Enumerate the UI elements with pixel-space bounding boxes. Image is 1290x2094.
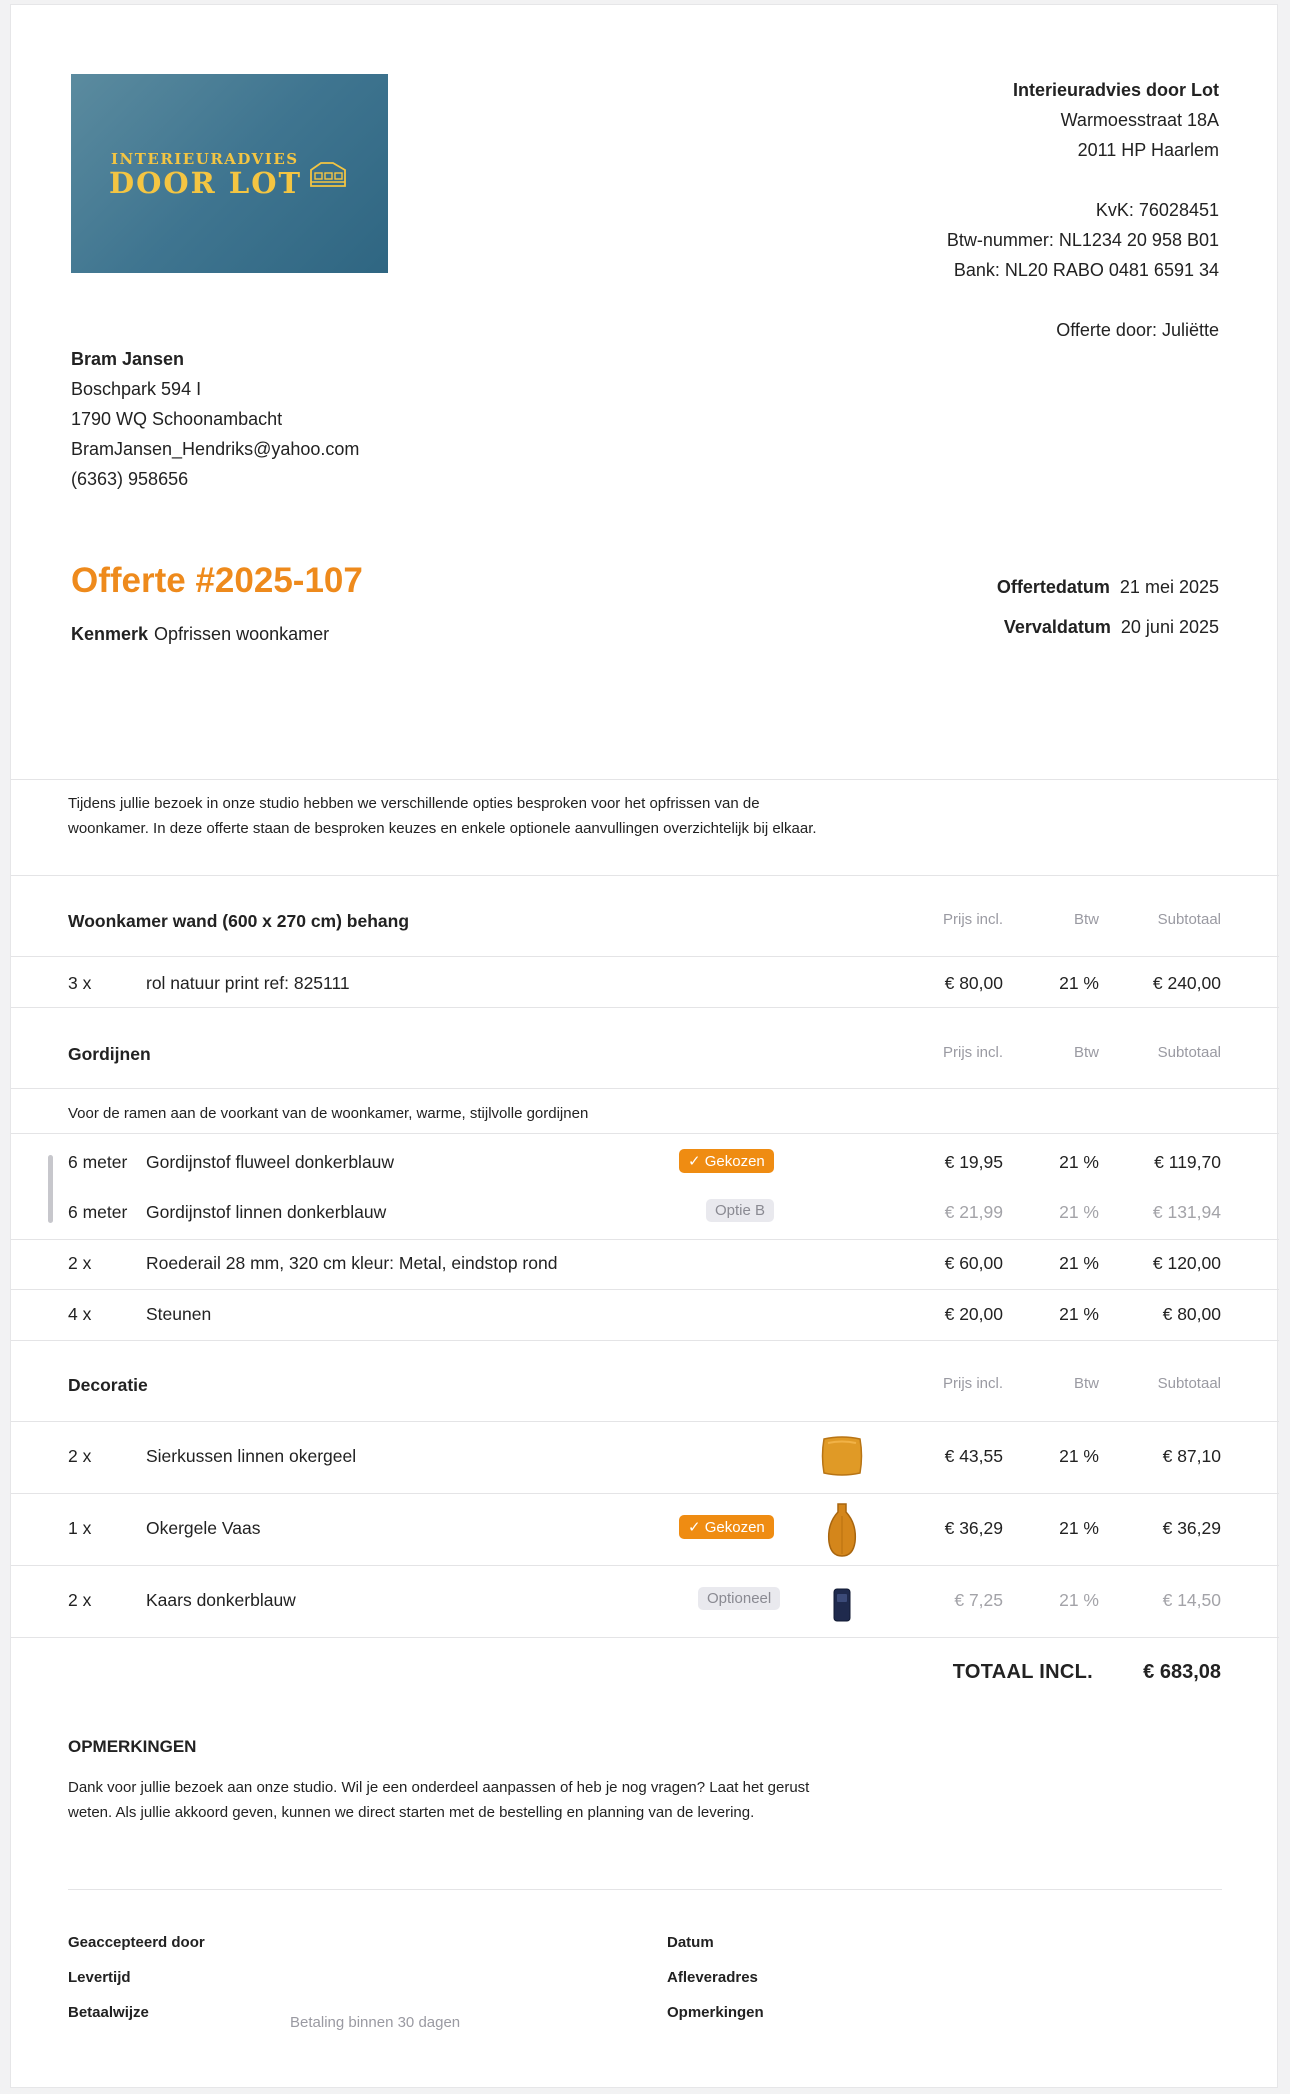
row-vat: 21 % [1059, 1518, 1099, 1538]
row-price: € 19,95 [944, 1152, 1003, 1172]
row-subtotal: € 120,00 [1152, 1253, 1221, 1273]
row-subtotal: € 80,00 [1162, 1304, 1221, 1324]
company-bank: Bank: NL20 RABO 0481 6591 34 [953, 260, 1219, 280]
row-vat: 21 % [1059, 1304, 1099, 1324]
row-subtotal: € 87,10 [1162, 1446, 1221, 1466]
client-phone: (6363) 958656 [71, 469, 189, 489]
row-qty: 6 meter [68, 1202, 128, 1222]
quote-dates [997, 567, 1219, 647]
divider [11, 1007, 1279, 1008]
row-description: Gordijnstof linnen donkerblauw [146, 1202, 387, 1222]
quote-page [10, 4, 1278, 2088]
client-name: Bram Jansen [71, 349, 185, 369]
company-city: 2011 HP Haarlem [1077, 140, 1219, 160]
delivery-address-label: Afleveradres [667, 1969, 758, 1986]
row-vat: 21 % [1059, 973, 1099, 993]
column-price-header: Prijs incl. [942, 1044, 1003, 1061]
row-qty: 4 x [68, 1304, 92, 1324]
divider [11, 1637, 1279, 1638]
payment-value: Betaling binnen 30 dagen [290, 2014, 461, 2031]
row-qty: 6 meter [68, 1152, 128, 1172]
column-vat-header: Btw [1073, 1044, 1099, 1061]
date-label: Datum [667, 1934, 714, 1951]
remarks-text: Dank voor jullie bezoek aan onze studio. Wil je een onderdeel aanpassen of heb je nog vragen? Laat het gerust weten. Als jullie akkoord geven, kunnen we direct starten met de bestelling en planning van de levering. [68, 1779, 810, 1821]
row-description: Sierkussen linnen okergeel [146, 1446, 357, 1466]
total-label: TOTAAL INCL. [952, 1661, 1093, 1683]
row-price: € 21,99 [944, 1202, 1003, 1222]
client-street: Boschpark 594 I [71, 379, 202, 399]
row-vat: 21 % [1059, 1202, 1099, 1222]
row-subtotal: € 131,94 [1152, 1202, 1221, 1222]
delivery-time-label: Levertijd [68, 1969, 131, 1986]
row-price: € 60,00 [944, 1253, 1003, 1273]
row-description: Steunen [146, 1304, 212, 1324]
row-description: Gordijnstof fluweel donkerblauw [146, 1152, 395, 1172]
divider [11, 956, 1279, 957]
row-vat: 21 % [1059, 1152, 1099, 1172]
row-price: € 36,29 [944, 1518, 1003, 1538]
company-name: Interieuradvies door Lot [1012, 80, 1219, 100]
candle-image [831, 1585, 853, 1623]
row-subtotal: € 119,70 [1154, 1152, 1221, 1172]
quote-author: Offerte door: Juliëtte [1056, 320, 1219, 340]
quote-reference [71, 624, 329, 645]
row-vat: 21 % [1059, 1590, 1099, 1610]
section-title: Woonkamer wand (600 x 270 cm) behang [68, 911, 410, 931]
company-kvk: KvK: 76028451 [1095, 200, 1219, 220]
column-subtotal-header: Subtotaal [1157, 1044, 1221, 1061]
client-info [71, 344, 359, 494]
row-description: rol natuur print ref: 825111 [146, 973, 350, 993]
row-description: Roederail 28 mm, 320 cm kleur: Metal, eindstop rond [146, 1253, 558, 1273]
row-price: € 7,25 [954, 1590, 1003, 1610]
row-qty: 2 x [68, 1253, 92, 1273]
row-subtotal: € 36,29 [1162, 1518, 1221, 1538]
row-qty: 2 x [68, 1446, 92, 1466]
divider [11, 875, 1279, 876]
payment-label: Betaalwijze [68, 2004, 149, 2021]
divider [11, 1421, 1279, 1422]
company-info [947, 75, 1219, 345]
row-price: € 80,00 [944, 973, 1003, 993]
column-vat-header: Btw [1073, 911, 1099, 928]
intro-text: Tijdens jullie bezoek in onze studio hebben we verschillende opties besproken voor het opfrissen van de woonkamer. In deze offerte staan de besproken keuzes en enkele optionele aanvullingen overzichtelijk bij elkaar. [68, 795, 817, 837]
notes-label: Opmerkingen [667, 2004, 764, 2021]
optional-badge[interactable]: Optioneel [698, 1587, 780, 1610]
remarks-title: OPMERKINGEN [68, 1737, 197, 1756]
logo-line2: DOOR LOT [109, 166, 303, 200]
row-vat: 21 % [1059, 1253, 1099, 1273]
divider [11, 1565, 1279, 1566]
section-title: Decoratie [68, 1375, 148, 1395]
divider [11, 779, 1279, 780]
company-logo [71, 74, 388, 273]
company-street: Warmoesstraat 18A [1060, 110, 1219, 130]
row-price: € 43,55 [944, 1446, 1003, 1466]
total-value: € 683,08 [1143, 1661, 1221, 1683]
divider [11, 1493, 1279, 1494]
option-group-handle[interactable] [48, 1155, 53, 1223]
reference-value: Opfrissen woonkamer [154, 624, 330, 644]
due-date: 20 juni 2025 [1120, 617, 1219, 637]
row-qty: 3 x [68, 973, 92, 993]
column-subtotal-header: Subtotaal [1157, 911, 1221, 928]
column-price-header: Prijs incl. [942, 1375, 1003, 1392]
row-qty: 2 x [68, 1590, 92, 1610]
quote-date-label: Offertedatum [996, 577, 1110, 597]
row-subtotal: € 14,50 [1162, 1590, 1221, 1610]
row-description: Okergele Vaas [146, 1518, 261, 1538]
divider [11, 1088, 1279, 1089]
divider [11, 1340, 1279, 1341]
row-description: Kaars donkerblauw [146, 1590, 296, 1610]
divider [11, 1133, 1279, 1134]
column-price-header: Prijs incl. [942, 911, 1003, 928]
row-qty: 1 x [68, 1518, 92, 1538]
client-city: 1790 WQ Schoonambacht [71, 409, 283, 429]
client-email: BramJansen_Hendriks@yahoo.com [71, 439, 360, 459]
due-date-label: Vervaldatum [1003, 617, 1111, 637]
vase-image [825, 1502, 859, 1558]
company-btw: Btw-nummer: NL1234 20 958 B01 [946, 230, 1219, 250]
quote-date: 21 mei 2025 [1119, 577, 1219, 597]
divider [68, 1889, 1222, 1890]
accepted-by-label: Geaccepteerd door [68, 1934, 205, 1951]
section-note: Voor de ramen aan de voorkant van de woonkamer, warme, stijlvolle gordijnen [68, 1105, 589, 1122]
chosen-badge[interactable]: ✓ Gekozen [679, 1149, 774, 1173]
row-price: € 20,00 [944, 1304, 1003, 1324]
logo-line1: INTERIEURADVIES [111, 150, 299, 168]
quote-title: Offerte #2025-107 [71, 561, 363, 600]
divider [11, 1289, 1279, 1290]
reference-label: Kenmerk [71, 624, 149, 644]
pillow-image [819, 1433, 865, 1479]
house-icon [309, 160, 347, 188]
row-subtotal: € 240,00 [1152, 973, 1221, 993]
section-title: Gordijnen [68, 1044, 151, 1064]
row-vat: 21 % [1059, 1446, 1099, 1466]
option-badge[interactable]: Optie B [706, 1199, 774, 1222]
column-vat-header: Btw [1073, 1375, 1099, 1392]
column-subtotal-header: Subtotaal [1157, 1375, 1221, 1392]
chosen-badge[interactable]: ✓ Gekozen [679, 1515, 774, 1539]
divider [11, 1239, 1279, 1240]
